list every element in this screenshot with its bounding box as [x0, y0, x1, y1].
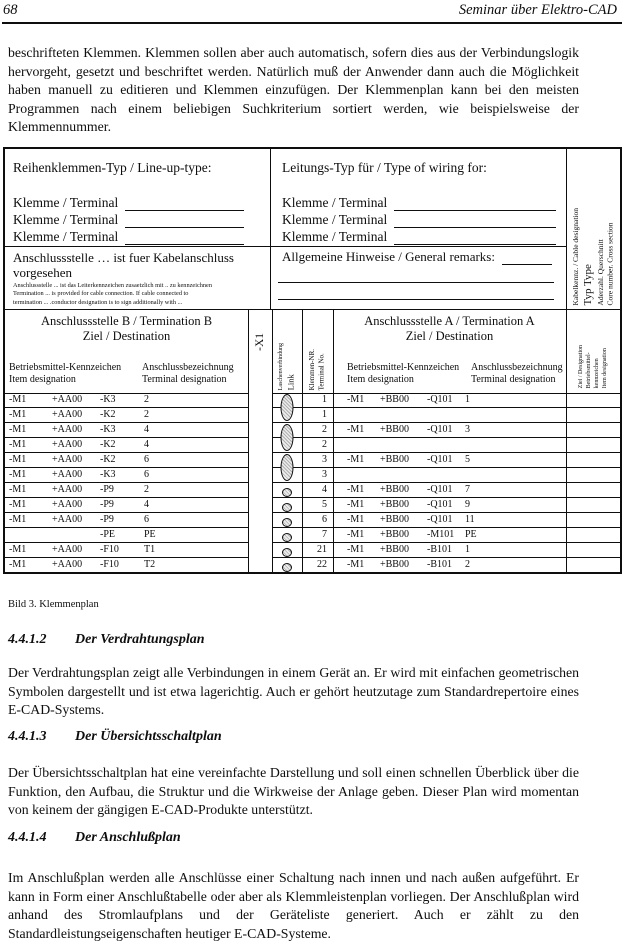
- cable-note-cell: [5, 246, 270, 309]
- table-row: [566, 393, 620, 408]
- cell-text: 4: [144, 499, 149, 510]
- lineup-type-cell: [5, 149, 270, 246]
- cell-text: +AA00: [52, 469, 83, 480]
- cell-text: 2: [144, 409, 149, 420]
- cell-text: +BB00: [380, 454, 409, 465]
- termination-a-rows: [333, 393, 566, 572]
- fill-in-blank: [278, 282, 554, 283]
- cell-text: -M1: [347, 394, 365, 405]
- cell-text: 9: [465, 499, 470, 510]
- rotated-line: Laschenverbindung: [278, 342, 285, 390]
- table-row: 21: [302, 543, 333, 558]
- cell-text: +AA00: [52, 439, 83, 450]
- table-row: [333, 423, 566, 438]
- title-line: Anschlussstelle A / Termination A: [364, 314, 535, 328]
- terminal-point-symbol: [282, 518, 292, 527]
- cable-designation-text: [566, 208, 620, 305]
- table-row: [566, 423, 620, 438]
- table-row: 6: [302, 513, 333, 528]
- cell-text: PE: [465, 529, 477, 540]
- cell-text: PE: [144, 529, 156, 540]
- rotated-line: Kabelkennz. / Cable designation: [571, 207, 580, 305]
- rotated-line: Item designation: [602, 347, 608, 388]
- cell-text: 7: [465, 484, 470, 495]
- cell-text: +BB00: [380, 499, 409, 510]
- page-number: 68: [3, 2, 18, 18]
- table-row: [333, 558, 566, 572]
- table-row: 3: [302, 453, 333, 468]
- rotated-line: kennzeichen: [594, 358, 600, 388]
- cell-text: -M1: [347, 454, 365, 465]
- cable-note-fineprint: [13, 282, 266, 307]
- title-line: Anschlussstelle B / Termination B: [40, 314, 213, 328]
- cell-text: +AA00: [52, 544, 83, 555]
- lineup-title: Reihenklemmen-Typ / Line-up-type:: [13, 160, 212, 175]
- table-row: [5, 468, 248, 483]
- rotated-line: Link: [285, 373, 296, 390]
- remarks-label: Allgemeine Hinweise / General remarks:: [282, 249, 495, 264]
- cell-text: 11: [465, 514, 475, 525]
- cell-text: +BB00: [380, 559, 409, 570]
- rotated-line: Core number. Cross section: [605, 222, 615, 305]
- table-row: [333, 438, 566, 453]
- table-row: 5: [302, 498, 333, 513]
- fill-in-blank: [394, 244, 556, 245]
- cell-text: 4: [144, 424, 149, 435]
- cell-text: 2: [465, 559, 470, 570]
- rotated-text-block: [277, 343, 297, 390]
- remarks-cell: [270, 246, 566, 309]
- cell-text: -F10: [100, 544, 119, 555]
- terminal-blank-line: [13, 211, 244, 228]
- cell-text: -M1: [347, 514, 365, 525]
- section-number: 4.4.1.2: [8, 632, 47, 647]
- title-line: Ziel / Destination: [405, 329, 494, 343]
- section-paragraph: Der Verdrahtungsplan zeigt alle Verbindungen in einem Gerät an. Er wird mit einfachen geometrischen Symbolen dargestellt und ist etwa lagerichtig. Auch er gehört heutzutage zum Standardrepertoire eines E-CAD-Systems.: [8, 665, 579, 718]
- cell-text: -M1: [9, 424, 27, 435]
- cell-text: -Q101: [427, 484, 453, 495]
- cell-text: -Q101: [427, 514, 453, 525]
- table-row: 3: [302, 468, 333, 483]
- table-row: [5, 543, 248, 558]
- cell-text: -B101: [427, 559, 452, 570]
- cable-designation-column: [566, 149, 620, 309]
- link-jumper-symbol: [281, 454, 294, 481]
- label-line: Betriebsmittel-Kennzeichen: [347, 362, 460, 373]
- table-row: [5, 438, 248, 453]
- rotated-line: Klemmen-NR.: [308, 348, 316, 390]
- terminal-label: Klemme / Terminal: [13, 229, 119, 244]
- fineprint-line: Anschlussstelle ... ist das Leiterkennzeichen zusaetzlich mit .. zu kennzeichnen: [13, 282, 212, 289]
- cell-text: -M1: [9, 409, 27, 420]
- cell-text: 6: [144, 514, 149, 525]
- rotated-line: Terminal No.: [317, 352, 326, 390]
- table-row: [566, 558, 620, 572]
- table-row: 7: [302, 528, 333, 543]
- table-row: [5, 423, 248, 438]
- cell-text: 6: [144, 469, 149, 480]
- figure-caption: Bild 3. Klemmenplan: [8, 599, 99, 610]
- table-row: [333, 513, 566, 528]
- cell-text: +BB00: [380, 394, 409, 405]
- table-row: [5, 393, 248, 408]
- terminal-point-symbol: [282, 563, 292, 572]
- x1-label-wrap: [248, 333, 272, 351]
- cell-text: -K2: [100, 409, 116, 420]
- running-title: Seminar über Elektro-CAD: [458, 2, 617, 18]
- x1-column: [248, 309, 272, 572]
- column-label: [9, 362, 121, 386]
- section-b-title: [5, 309, 248, 344]
- table-row: [5, 408, 248, 423]
- cell-text: -M1: [9, 544, 27, 555]
- label-line: Item designation: [347, 374, 414, 385]
- terminal-point-symbol: [282, 488, 292, 497]
- column-label: [471, 362, 563, 386]
- label-line: Item designation: [9, 374, 76, 385]
- cell-text: -M1: [347, 529, 365, 540]
- section-title: Der Verdrahtungsplan: [75, 632, 205, 647]
- cell-text: 1: [465, 544, 470, 555]
- cell-text: -Q101: [427, 424, 453, 435]
- cell-text: +BB00: [380, 484, 409, 495]
- cell-text: -F10: [100, 559, 119, 570]
- wiring-title: Leitungs-Typ für / Type of wiring for:: [282, 160, 487, 175]
- section-number: 4.4.1.3: [8, 729, 47, 744]
- table-row: [333, 528, 566, 543]
- label-line: Anschlussbezeichnung: [471, 362, 563, 373]
- rotated-line: Betriebsmittel-: [586, 352, 592, 388]
- section-a-title: [333, 309, 566, 344]
- cell-text: -P9: [100, 514, 114, 525]
- cell-text: -M1: [9, 394, 27, 405]
- cell-text: +BB00: [380, 544, 409, 555]
- table-row: 4: [302, 483, 333, 498]
- label-line: Anschlussbezeichnung: [142, 362, 234, 373]
- cell-text: +AA00: [52, 484, 83, 495]
- terminal-label: Klemme / Terminal: [282, 195, 388, 210]
- table-row: [5, 483, 248, 498]
- label-line: Terminal designation: [142, 374, 227, 385]
- fill-in-blank: [502, 264, 552, 265]
- cell-text: +BB00: [380, 529, 409, 540]
- terminal-label: Klemme / Terminal: [13, 212, 119, 227]
- cable-note-title: Anschlussstelle … ist fuer Kabelanschluss: [13, 250, 234, 265]
- terminal-no-header: [302, 309, 333, 393]
- section-number: 4.4.1.4: [8, 830, 47, 845]
- terminal-point-symbol: [282, 533, 292, 542]
- cell-text: T1: [144, 544, 156, 555]
- cell-text: 3: [465, 424, 470, 435]
- table-row: [333, 453, 566, 468]
- section-paragraph: Im Anschlußplan werden alle Anschlüsse einer Schaltung nach innen und nach außen aufgeführt. Er kann in Form einer Anschlußtabelle oder aber als Klemmleistenplan vorliegen. Der Anschlußplan wird anhand des Stromlaufplans und der Geräteliste generiert. Auch er zählt zu den Standardleistungseigenschaften heutiger E-CAD-Systeme.: [8, 870, 579, 941]
- rotated-text-block: [577, 345, 609, 388]
- table-row: [5, 528, 248, 543]
- fill-in-blank: [278, 299, 554, 300]
- link-jumper-symbol: [281, 424, 294, 451]
- cell-text: -M1: [9, 439, 27, 450]
- fill-in-blank: [125, 244, 244, 245]
- table-row: [566, 483, 620, 498]
- cell-text: 2: [144, 484, 149, 495]
- cell-text: -P9: [100, 484, 114, 495]
- title-line: Ziel / Destination: [82, 329, 171, 343]
- remarks-line: [282, 249, 552, 265]
- table-row: [566, 408, 620, 423]
- rotated-text-block: [571, 208, 615, 305]
- cell-text: 1: [465, 394, 470, 405]
- cell-text: -Q101: [427, 454, 453, 465]
- cell-text: +AA00: [52, 499, 83, 510]
- column-label: [142, 362, 234, 386]
- cell-text: -M1: [9, 454, 27, 465]
- table-row: [566, 453, 620, 468]
- cell-text: +AA00: [52, 394, 83, 405]
- cell-text: -M1: [347, 484, 365, 495]
- section-paragraph: Der Übersichtsschaltplan hat eine vereinfachte Darstellung und soll einen schnellen Überblick über die Funktion, den Aufbau, die Struktur und die Wirkweise der Anlage geben. Dieser Plan wird momentan von keinem der gängigen E-CAD-Produkte unterstützt.: [8, 765, 579, 818]
- table-row: [333, 498, 566, 513]
- cell-text: +BB00: [380, 514, 409, 525]
- cell-text: +AA00: [52, 409, 83, 420]
- column-label: [347, 362, 459, 386]
- cell-text: +AA00: [52, 454, 83, 465]
- cell-text: -P9: [100, 499, 114, 510]
- klemmenplan-table: [3, 147, 622, 574]
- page-header: [3, 2, 617, 19]
- table-row: 2: [302, 423, 333, 438]
- cell-text: -M1: [9, 514, 27, 525]
- section-heading: [8, 729, 222, 745]
- table-row: 1: [302, 408, 333, 423]
- cell-text: -M1: [347, 424, 365, 435]
- cell-text: 2: [144, 394, 149, 405]
- terminal-no-header-text: [302, 349, 333, 390]
- link-jumper-symbol: [281, 394, 294, 421]
- cell-text: -K3: [100, 424, 116, 435]
- section-heading: [8, 830, 181, 846]
- terminal-blank-line: [282, 194, 556, 211]
- terminal-blank-line: [13, 194, 244, 211]
- cell-text: +AA00: [52, 424, 83, 435]
- termination-b-rows: [5, 393, 248, 572]
- table-row: [566, 498, 620, 513]
- cell-text: 4: [144, 439, 149, 450]
- cell-text: T2: [144, 559, 156, 570]
- cell-text: -B101: [427, 544, 452, 555]
- cell-text: 5: [465, 454, 470, 465]
- fineprint-line: termination ... .conductor designation is to sign additionally with ...: [13, 298, 183, 306]
- cell-text: -M101: [427, 529, 455, 540]
- label-line: Betriebsmittel-Kennzeichen: [9, 362, 122, 373]
- link-header-text: [272, 343, 302, 390]
- target-column-header: [566, 309, 620, 393]
- table-row: [333, 393, 566, 408]
- terminal-label: Klemme / Terminal: [13, 195, 119, 210]
- terminal-blank-line: [13, 228, 244, 245]
- cell-text: +AA00: [52, 514, 83, 525]
- table-row: [566, 513, 620, 528]
- label-line: Terminal designation: [471, 374, 556, 385]
- table-row: 1: [302, 393, 333, 408]
- cell-text: +BB00: [380, 424, 409, 435]
- table-row: [566, 468, 620, 483]
- cell-text: -M1: [347, 544, 365, 555]
- cell-text: -M1: [347, 499, 365, 510]
- cell-text: -Q101: [427, 499, 453, 510]
- cell-text: -PE: [100, 529, 115, 540]
- fineprint-line: Termination ... is provided for cable connection. If cable connected to: [13, 290, 189, 298]
- cell-text: -K2: [100, 439, 116, 450]
- target-header-text: [566, 345, 620, 388]
- x1-label: -X1: [254, 333, 266, 351]
- cell-text: -M1: [9, 559, 27, 570]
- cable-note-title2: vorgesehen: [13, 265, 72, 280]
- link-column-header: [272, 309, 302, 393]
- table-row: [5, 558, 248, 572]
- terminal-point-symbol: [282, 548, 292, 557]
- target-rows: [566, 393, 620, 572]
- cell-text: 6: [144, 454, 149, 465]
- terminal-no-rows: [302, 393, 333, 572]
- table-row: [566, 438, 620, 453]
- table-row: [5, 513, 248, 528]
- table-row: [333, 543, 566, 558]
- header-rule: [2, 22, 622, 24]
- table-row: [333, 408, 566, 423]
- section-title: Der Übersichtsschaltplan: [75, 729, 222, 744]
- rotated-line: Aderzahl. Querschnitt: [596, 238, 605, 305]
- terminal-point-symbol: [282, 503, 292, 512]
- cell-text: -K3: [100, 469, 116, 480]
- link-rows: [272, 393, 302, 572]
- rotated-text-block: [308, 349, 327, 390]
- table-row: [5, 453, 248, 468]
- cell-text: -M1: [347, 559, 365, 570]
- cell-text: -M1: [9, 469, 27, 480]
- rotated-line: Typ Type: [582, 263, 594, 305]
- table-row: 22: [317, 559, 327, 570]
- terminal-blank-line: [282, 228, 556, 245]
- intro-paragraph: beschrifteten Klemmen. Klemmen sollen aber auch automatisch, sofern dies aus der Verbindungslogik hervorgeht, gesetzt und beschriftet werden. Natürlich muß der Anwender dann auch die Möglichkeit haben manuell zu editieren und Klemmen einzufügen. Der Klemmenplan kann bei den meisten Programmen nach einem beliebigen Suchkriterium sortiert werden, wie beispielsweise der Klemmennummer.: [8, 45, 579, 135]
- cell-text: -M1: [9, 499, 27, 510]
- cell-text: -Q101: [427, 394, 453, 405]
- table-row: [566, 528, 620, 543]
- table-row: [333, 483, 566, 498]
- cell-text: -K2: [100, 454, 116, 465]
- cell-text: -K3: [100, 394, 116, 405]
- cell-text: +AA00: [52, 559, 83, 570]
- terminal-label: Klemme / Terminal: [282, 229, 388, 244]
- termination-a-header: [333, 309, 566, 393]
- cell-text: -M1: [9, 484, 27, 495]
- table-row: [566, 543, 620, 558]
- rotated-line: Ziel / Designation: [578, 344, 584, 388]
- section-heading: [8, 632, 205, 648]
- section-title: Der Anschlußplan: [75, 830, 181, 845]
- table-row: [5, 498, 248, 513]
- terminal-label: Klemme / Terminal: [282, 212, 388, 227]
- table-row: 2: [302, 438, 333, 453]
- termination-b-header: [5, 309, 248, 393]
- terminal-blank-line: [282, 211, 556, 228]
- wiring-type-cell: [270, 149, 566, 246]
- table-row: [333, 468, 566, 483]
